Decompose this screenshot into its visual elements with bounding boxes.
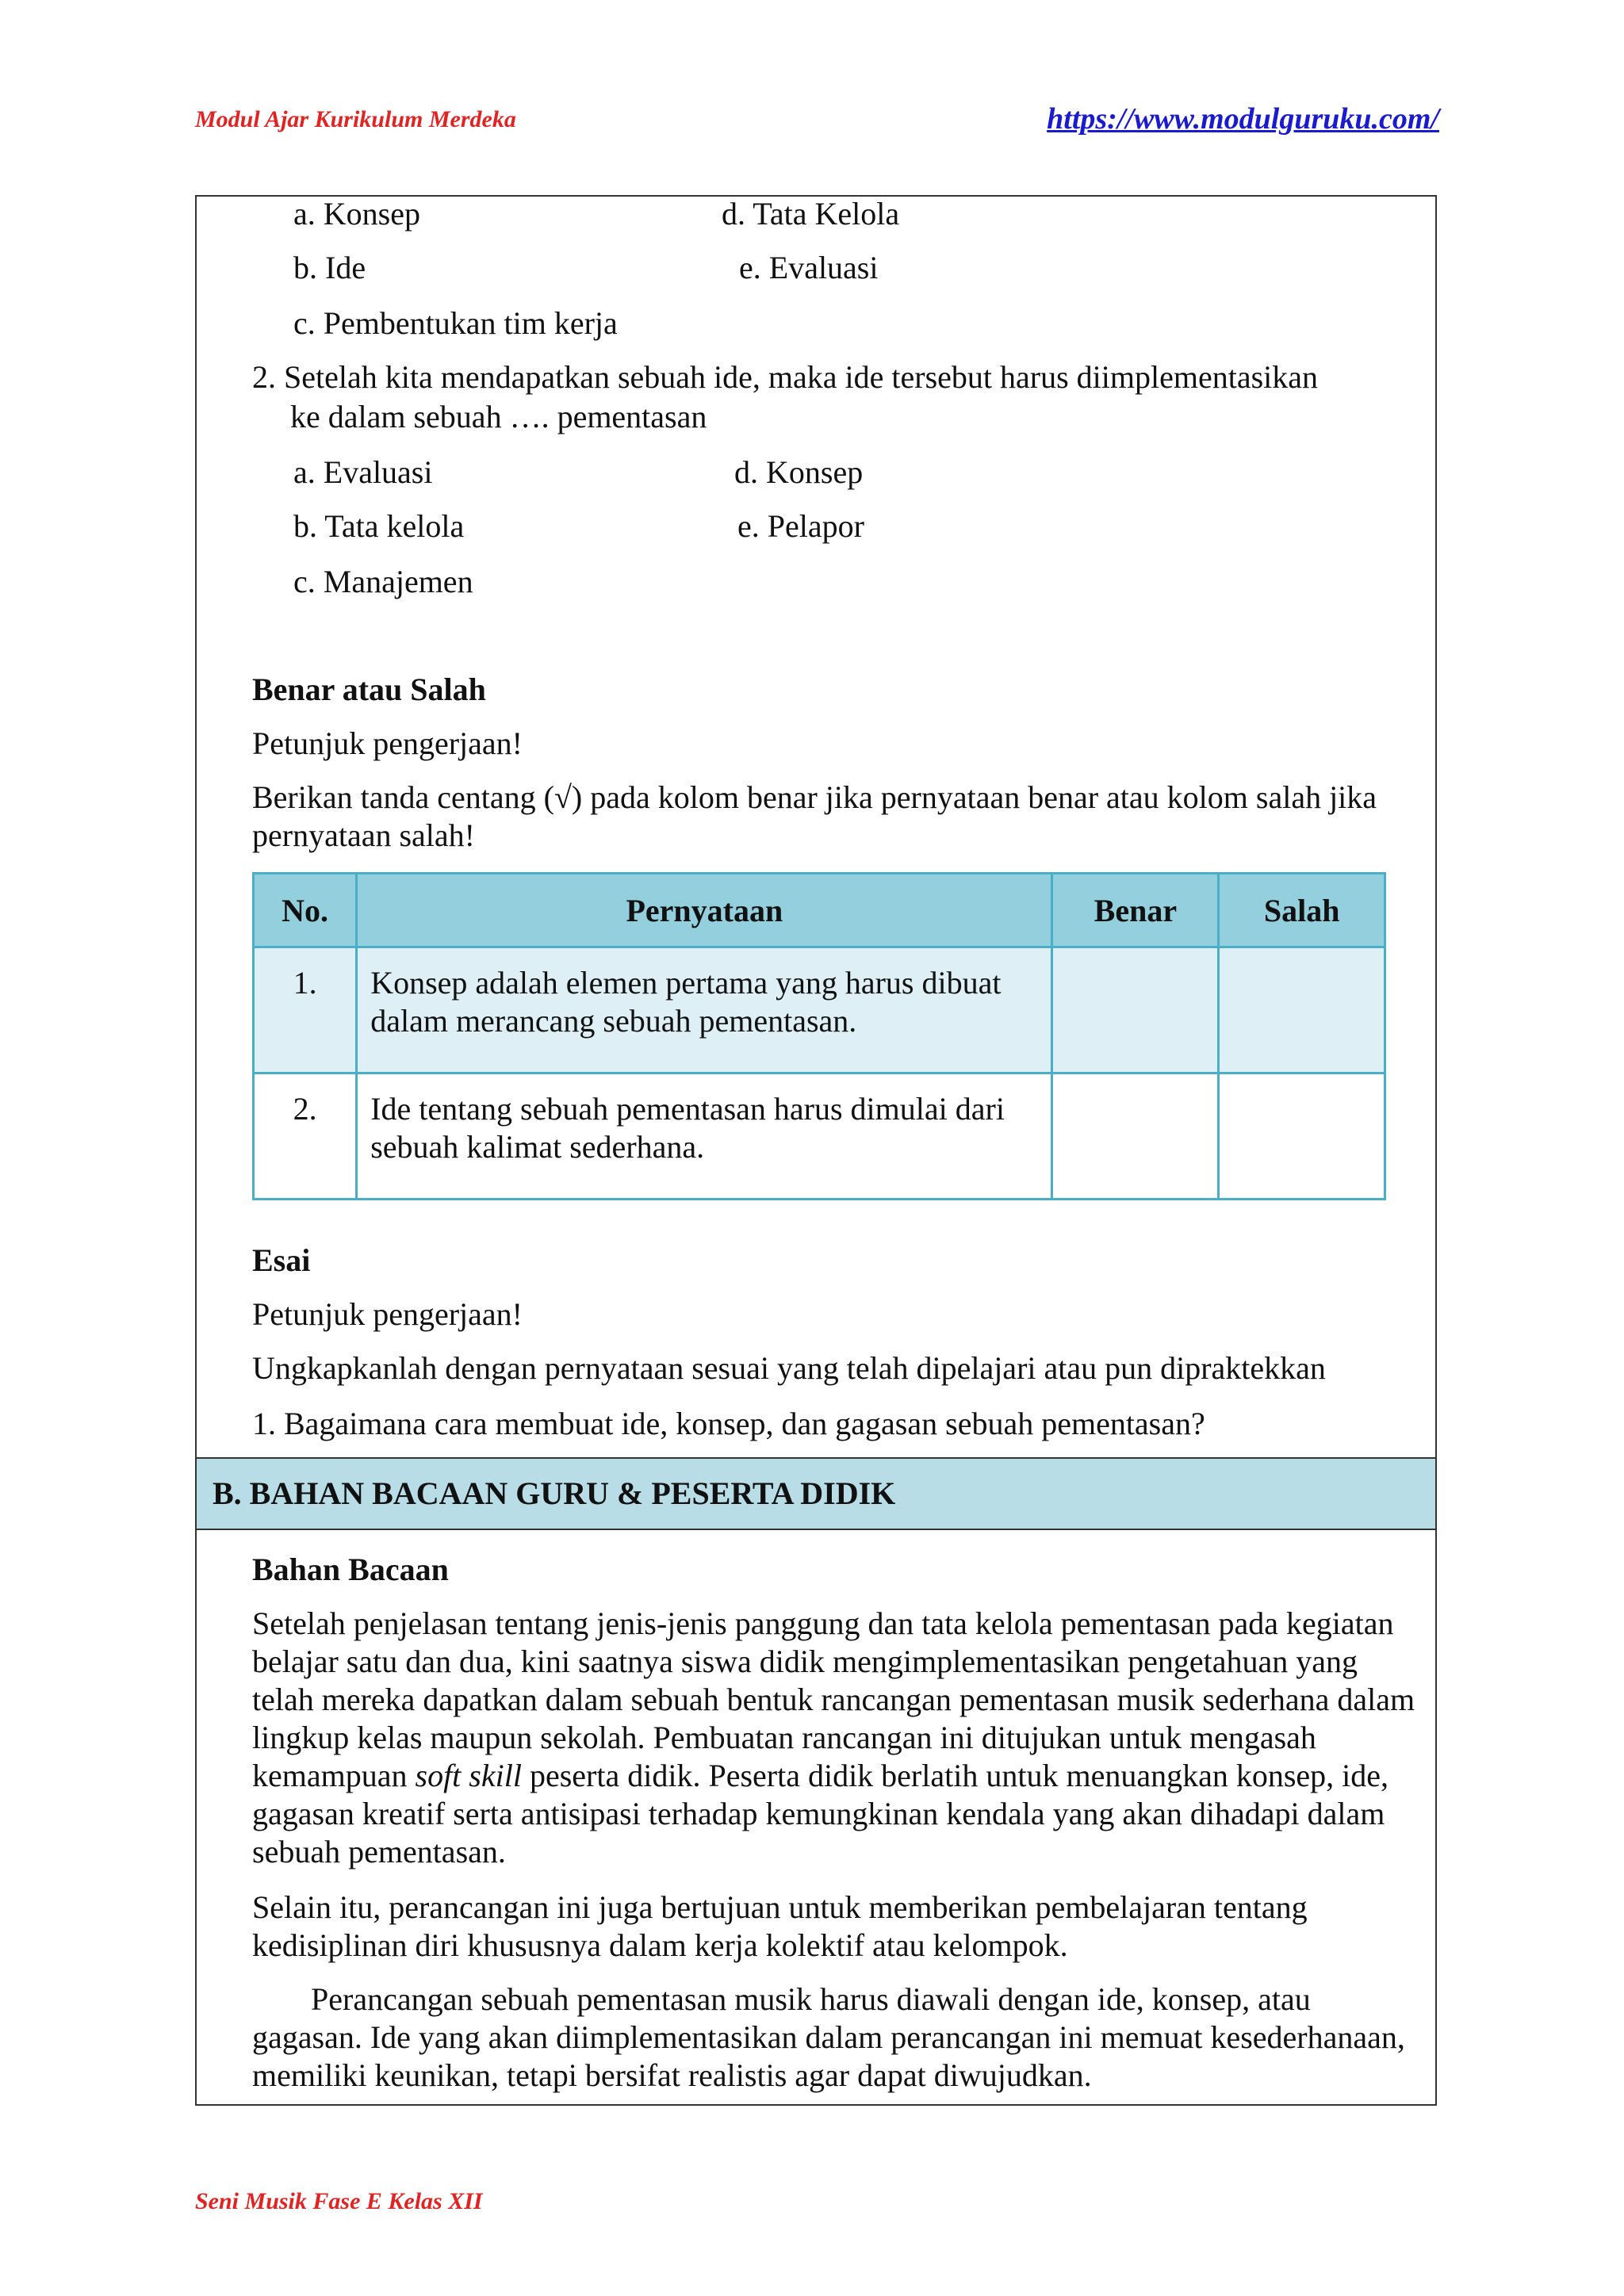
benar-salah-instruction-label: Petunjuk pengerjaan! [252, 725, 523, 761]
benar-salah-table [252, 872, 1386, 1200]
q2-option-a: a. Evaluasi [293, 454, 433, 490]
header-benar: Benar [1052, 874, 1219, 947]
esai-title: Esai [252, 1242, 311, 1278]
q2-option-c: c. Manajemen [293, 564, 473, 599]
header-left-title: Modul Ajar Kurikulum Merdeka [195, 106, 516, 132]
q2-text-line2: ke dalam sebuah …. pementasan [290, 399, 707, 434]
header-no: No. [254, 874, 357, 947]
q1-option-e: e. Evaluasi [739, 250, 879, 285]
salah-cell[interactable] [1219, 947, 1385, 1073]
benar-cell[interactable] [1052, 1073, 1219, 1200]
benar-salah-instruction: Berikan tanda centang (√) pada kolom benar jika pernyataan benar atau kolom salah jika pernyataan salah! [252, 779, 1377, 853]
esai-instruction-label: Petunjuk pengerjaan! [252, 1296, 523, 1332]
paragraph-2: Selain itu, perancangan ini juga bertujuan untuk memberikan pembelajaran tentang kedisiplinan diri khususnya dalam kerja kolektif atau kelompok. [252, 1889, 1308, 1963]
q1-option-d: d. Tata Kelola [722, 196, 900, 232]
q1-option-b: b. Ide [293, 250, 366, 285]
benar-salah-title: Benar atau Salah [252, 672, 486, 707]
paragraph-1-part-a: Setelah penjelasan tentang jenis-jenis panggung dan tata kelola pementasan pada kegiatan belajar satu dan dua, kini saatnya siswa didik mengimplementasikan pengetahuan yang telah mereka dapatkan dalam sebuah bentuk rancangan pementasan musik sederhana dalam lingkup kelas maupun sekolah. Pembuatan rancangan ini ditujukan untuk mengasah kemampuan [252, 1605, 1415, 1793]
paragraph-1-part-b: peserta didik. Peserta didik berlatih untuk menuangkan konsep, ide, gagasan kreatif serta antisipasi terhadap kemungkinan kendala yang akan dihadapi dalam sebuah pementasan. [252, 1758, 1389, 1869]
paragraph-3: Perancangan sebuah pementasan musik harus diawali dengan ide, konsep, atau gagasan. Ide yang akan diimplementasikan dalam perancangan ini memuat kesederhanaan, memiliki keunikan, tetapi bersifat realistis agar dapat diwujudkan. [252, 1981, 1405, 2093]
benar-cell[interactable] [1052, 947, 1219, 1073]
q1-option-c: c. Pembentukan tim kerja [293, 305, 618, 341]
q2-text-line1: 2. Setelah kita mendapatkan sebuah ide, maka ide tersebut harus diimplementasikan [252, 359, 1319, 395]
q2-option-d: d. Konsep [734, 454, 864, 490]
header-pernyataan: Pernyataan [357, 874, 1052, 947]
row-number: 2. [254, 1073, 357, 1200]
header-url-link[interactable]: https://www.modulguruku.com/ [1047, 102, 1439, 136]
header-salah: Salah [1219, 874, 1385, 947]
footer-text: Seni Musik Fase E Kelas XII [195, 2188, 483, 2214]
q2-option-e: e. Pelapor [737, 508, 864, 544]
soft-skill-term: soft skill [415, 1758, 522, 1793]
row-statement: Konsep adalah elemen pertama yang harus dibuat dalam merancang sebuah pementasan. [357, 947, 1052, 1073]
section-b-header [197, 1457, 1435, 1530]
bahan-bacaan-title: Bahan Bacaan [252, 1552, 449, 1587]
row-statement: Ide tentang sebuah pementasan harus dimulai dari sebuah kalimat sederhana. [357, 1073, 1052, 1200]
paragraph-1 [252, 1605, 1418, 1871]
esai-instruction: Ungkapkanlah dengan pernyataan sesuai yang telah dipelajari atau pun dipraktekkan [252, 1350, 1326, 1386]
table-header-row [254, 874, 1385, 947]
q2-option-b: b. Tata kelola [293, 508, 465, 544]
esai-question: 1. Bagaimana cara membuat ide, konsep, dan gagasan sebuah pementasan? [252, 1406, 1205, 1441]
salah-cell[interactable] [1219, 1073, 1385, 1200]
q1-option-a: a. Konsep [293, 196, 420, 232]
section-b-title: B. BAHAN BACAAN GURU & PESERTA DIDIK [213, 1475, 896, 1511]
table-row [254, 947, 1385, 1073]
row-number: 1. [254, 947, 357, 1073]
table-row [254, 1073, 1385, 1200]
